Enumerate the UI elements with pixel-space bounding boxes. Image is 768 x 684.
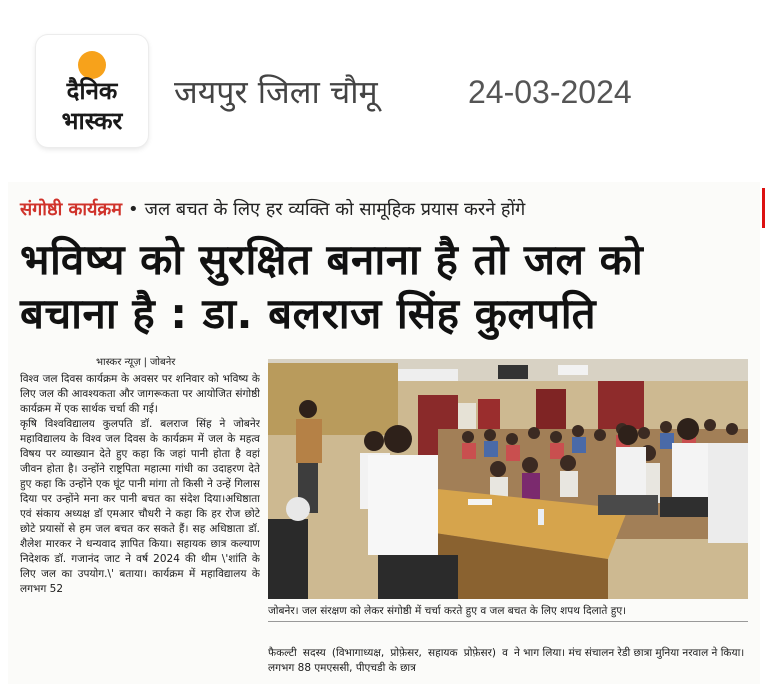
clipping-edge-mark bbox=[762, 188, 765, 228]
kicker bbox=[20, 198, 525, 222]
edition-date: 24-03-2024 bbox=[468, 74, 632, 110]
body-tail-column-1: फैकल्टी सदस्य (विभागाध्यक्ष, प्रोफ़ेसर, सहायक प्रोफ़ेसर) व लगभग 88 एमएससी, पीएचडी के छात्र bbox=[268, 647, 508, 674]
body-paragraph-2: कृषि विश्वविद्यालय कुलपति डॉ. बलराज सिंह ने जोबनेर महाविद्यालय के विश्व जल दिवस के कार्यक्रम में जल के महत्व विषय पर व्याख्यान देते हुए कहा कि जहां पानी होता है वहां जीवन होता है। उन्होंने राष्ट्रपिता महात्मा गांधी का उदाहरण देते हुए कहा कि उन्होंने एक घूंट पानी मांगा तो किसी ने उन्हें गिलास दिया पर उन्होंने मना कर पानी बचत का संदेश दिया।अधिष्ठाता एवं संकाय अध्यक्ष डॉ एमआर चौधरी ने कहा कि हर रोज छोटे छोटे प्रयासों से हम जल बचत कर सकते हैं। सह अधिष्ठाता डॉ. शैलेश मारकर ने धन्यवाद ज्ञापित किया। सहायक छात्र कल्याण निदेशक डॉ. गजानंद जाट ने वर्ष 2024 की थीम \'शांति के लिए जल का उपयोग.\' बताया। कार्यक्रम में महाविद्यालय के लगभग 52 bbox=[20, 418, 260, 595]
logo-text-line2: भास्कर bbox=[61, 107, 123, 135]
byline-separator: | bbox=[143, 357, 148, 368]
logo-text-line1: दैनिक bbox=[66, 77, 118, 105]
headline-line2: बचाना है : डा. बलराज सिंह कुलपति bbox=[20, 289, 597, 338]
kicker-text: जल बचत के लिए हर व्यक्ति को सामूहिक प्रयास करने होंगे bbox=[144, 199, 526, 220]
sun-icon bbox=[78, 51, 106, 79]
edition-place: जयपुर जिला चौमू bbox=[174, 73, 378, 111]
photo-caption: जोबनेर। जल संरक्षण को लेकर संगोष्ठी में चर्चा करते हुए व जल बचत के लिए शपथ दिलाते हुए। bbox=[268, 605, 627, 617]
byline-place: जोबनेर bbox=[150, 357, 176, 368]
caption-divider bbox=[268, 621, 748, 622]
byline-source: भास्कर न्यूज़ bbox=[96, 357, 141, 368]
article-body bbox=[20, 372, 260, 672]
headline-line1: भविष्य को सुरक्षित बनाना है तो जल को bbox=[20, 235, 644, 284]
kicker-label: संगोष्ठी कार्यक्रम bbox=[20, 199, 123, 220]
kicker-dot: • bbox=[128, 199, 139, 220]
seminar-photo bbox=[268, 359, 748, 599]
seminar-photo-illustration bbox=[268, 359, 748, 599]
byline bbox=[96, 354, 175, 368]
body-tail-column-2: ने भाग लिया। मंच संचालन रेडी छात्रा मुनिया नरवाल ने किया। bbox=[514, 647, 745, 659]
newspaper-logo bbox=[36, 35, 148, 147]
body-paragraph-1: विश्व जल दिवस कार्यक्रम के अवसर पर शनिवार को भविष्य के लिए जल की आवश्यकता और जागरूकता पर आयोजित संगोष्ठी कार्यक्रम में एक सार्थक चर्चा की गई। bbox=[20, 373, 260, 415]
